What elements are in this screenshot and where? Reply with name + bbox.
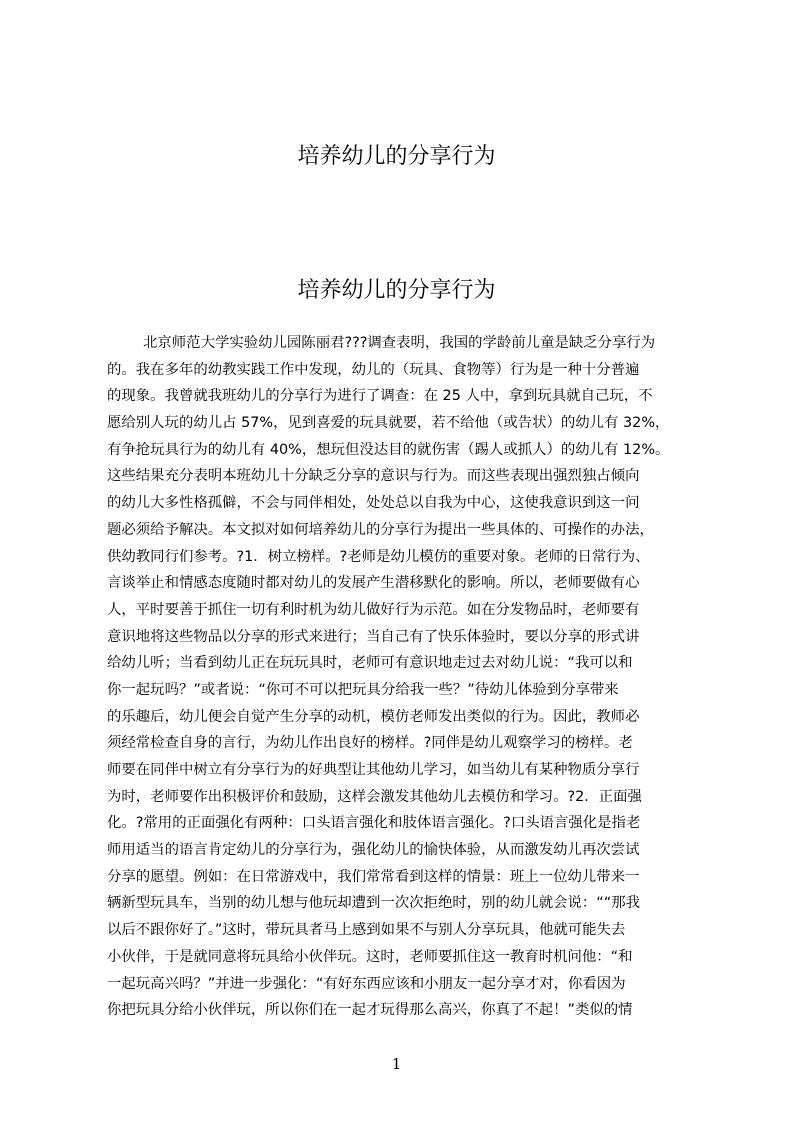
body-line: 一起玩高兴吗？”并进一步强化：“有好东西应该和小朋友一起分享才对，你看因为: [107, 975, 626, 992]
body-line: 为时，老师要作出积极评价和鼓励，这样会激发其他幼儿去模仿和学习。?2．正面强: [107, 788, 642, 805]
body-line: 的。我在多年的幼教实践工作中发现，幼儿的（玩具、食物等）行为是一种十分普遍: [107, 361, 640, 378]
page-header-title: 培养幼儿的分享行为: [297, 144, 496, 169]
body-line: 北京师范大学实验幼儿园陈丽君???调查表明，我国的学龄前儿童是缺乏分享行为: [143, 335, 656, 351]
body-line: 的乐趣后，幼儿便会自觉产生分享的动机，模仿老师发出类似的行为。因此，教师必: [107, 708, 640, 725]
body-line: 分享的愿望。例如：在日常游戏中，我们常常看到这样的情景：班上一位幼儿带来一: [107, 868, 640, 885]
body-line: 你一起玩吗？”或者说：“你可不可以把玩具分给我一些？”待幼儿体验到分享带来: [107, 681, 619, 698]
body-line: 你把玩具分给小伙伴玩，所以你们在一起才玩得那么高兴，你真了不起！”类似的情: [107, 1002, 633, 1019]
body-line: 有争抢玩具行为的幼儿有 40%，想玩但没达目的就伤害（踢人或抓人）的幼儿有 12%。: [107, 441, 670, 458]
body-line: 辆新型玩具车，当别的幼儿想与他玩却遭到一次次拒绝时，别的幼儿就会说：““那我: [107, 895, 640, 912]
body-line: 化。?常用的正面强化有两种：口头语言强化和肢体语言强化。?口头语言强化是指老: [107, 815, 641, 832]
body-line: 愿给别人玩的幼儿占 57%，见到喜爱的玩具就要，若不给他（或告状）的幼儿有 32%，: [107, 415, 670, 432]
page-number: 1: [391, 1055, 402, 1073]
body-line: 意识地将这些物品以分享的形式来进行；当自己有了快乐体验时，要以分享的形式讲: [107, 628, 640, 645]
body-line: 的幼儿大多性格孤僻，不会与同伴相处，处处总以自我为中心，这使我意识到这一问: [107, 495, 640, 512]
body-line: 须经常检查自身的言行，为幼儿作出良好的榜样。?同伴是幼儿观察学习的榜样。老: [107, 735, 633, 752]
body-line: 言谈举止和情感态度随时都对幼儿的发展产生潜移默化的影响。所以，老师要做有心: [107, 575, 640, 592]
body-line: 的现象。我曾就我班幼儿的分享行为进行了调查：在 25 人中，拿到玩具就自己玩，不: [107, 388, 653, 405]
article-title: 培养幼儿的分享行为: [297, 278, 496, 303]
body-line: 这些结果充分表明本班幼儿十分缺乏分享的意识与行为。而这些表现出强烈独占倾向: [107, 468, 640, 485]
body-line: 小伙伴，于是就同意将玩具给小伙伴玩。这时，老师要抓住这一教育时机问他：“和: [107, 948, 633, 965]
body-line: 给幼儿听；当看到幼儿正在玩玩具时，老师可有意识地走过去对幼儿说：“我可以和: [107, 655, 633, 672]
body-line: 人，平时要善于抓住一切有利时机为幼儿做好行为示范。如在分发物品时，老师要有: [107, 601, 640, 618]
body-line: 题必须给予解决。本文拟对如何培养幼儿的分享行为提出一些具体的、可操作的办法，: [107, 521, 654, 538]
article-body: [107, 330, 707, 1030]
body-line: 供幼教同行们参考。?1．树立榜样。?老师是幼儿模仿的重要对象。老师的日常行为、: [107, 548, 650, 565]
body-line: 以后不跟你好了。”这时，带玩具者马上感到如果不与别人分享玩具，他就可能失去: [107, 922, 626, 939]
body-line: 师用适当的语言肯定幼儿的分享行为，强化幼儿的愉快体验，从而激发幼儿再次尝试: [107, 842, 640, 859]
body-line: 师要在同伴中树立有分享行为的好典型让其他幼儿学习，如当幼儿有某种物质分享行: [107, 762, 640, 778]
